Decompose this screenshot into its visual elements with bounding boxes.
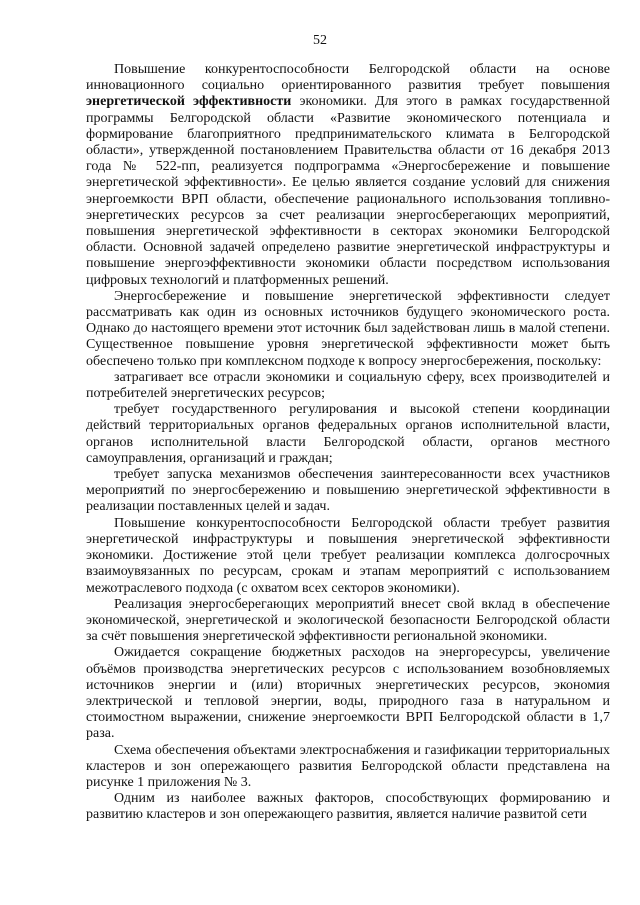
paragraph-1-bold-term: энергетической эффективности: [86, 94, 292, 110]
paragraph-1-text-b: экономики. Для этого в рамках государственной программы Белгородской области «Развитие экономического потенциала и формирование благоприятного предпринимательского климата в Белгородской области», утвержденной постановлением Правительства области от 16 декабря 2013 года № 522-пп, реализуется подпрограмма «Энергосбережение и повышение энергетической эффективности». Ее целью является создание условий для снижения энергоемкости ВРП области, обеспечение рационального использования топливно-энергетических ресурсов за счет реализации энергосберегающих мероприятий, повышения энергетической эффективности в секторах экономики Белгородской области. Основной задачей определено развитие энергетической инфраструктуры и повышение энергоэффективности экономики области посредством использования цифровых технологий и платформенных решений.: [86, 94, 610, 288]
paragraph-4: требует государственного регулирования и высокой степени координации действий территориальных органов федеральных органов исполнительной власти, органов исполнительной власти Белгородской области, органов местного самоуправления, организаций и граждан;: [86, 402, 610, 466]
paragraph-6: Повышение конкурентоспособности Белгородской области требует развития энергетической инфраструктуры и повышения энергетической эффективности экономики. Достижение этой цели требует реализации комплекса долгосрочных взаимоувязанных по ресурсам, срокам и этапам мероприятий с использованием межотраслевого подхода (с охватом всех секторов экономики).: [86, 515, 610, 596]
paragraph-10: Одним из наиболее важных факторов, способствующих формированию и развитию кластеров и зон опережающего развития, является наличие развитой сети: [86, 791, 610, 823]
paragraph-1: [86, 62, 610, 289]
paragraph-1-text-a: Повышение конкурентоспособности Белгородской области на основе инновационного социально ориентированного развития требует повышения: [86, 62, 610, 94]
paragraph-2: Энергосбережение и повышение энергетической эффективности следует рассматривать как один из основных источников будущего экономического роста. Однако до настоящего времени этот источник был задействован лишь в малой степени. Существенное повышение уровня энергетической эффективности может быть обеспечено только при комплексном подходе к вопросу энергосбережения, поскольку:: [86, 288, 610, 369]
page-number: 52: [313, 33, 327, 48]
paragraph-8: Ожидается сокращение бюджетных расходов на энергоресурсы, увеличение объёмов производства энергетических ресурсов с использованием возобновляемых источников энергии и (или) вторичных энергетических ресурсов, экономия электрической и тепловой энергии, воды, природного газа в натуральном и стоимостном выражении, снижение энергоемкости ВРП Белгородской области в 1,7 раза.: [86, 645, 610, 742]
body-text: [86, 62, 610, 824]
paragraph-9: Схема обеспечения объектами электроснабжения и газификации территориальных кластеров и зон опережающего развития Белгородской области представлена на рисунке 1 приложения № 3.: [86, 742, 610, 790]
paragraph-5: требует запуска механизмов обеспечения заинтересованности всех участников мероприятий по энергосбережению и повышению энергетической эффективности в реализации поставленных целей и задач.: [86, 467, 610, 515]
paragraph-3: затрагивает все отрасли экономики и социальную сферу, всех производителей и потребителей энергетических ресурсов;: [86, 369, 610, 402]
paragraph-7: Реализация энергосберегающих мероприятий внесет свой вклад в обеспечение экономической, энергетической и экологической безопасности Белгородской области за счёт повышения энергетической эффективности региональной экономики.: [86, 596, 610, 645]
